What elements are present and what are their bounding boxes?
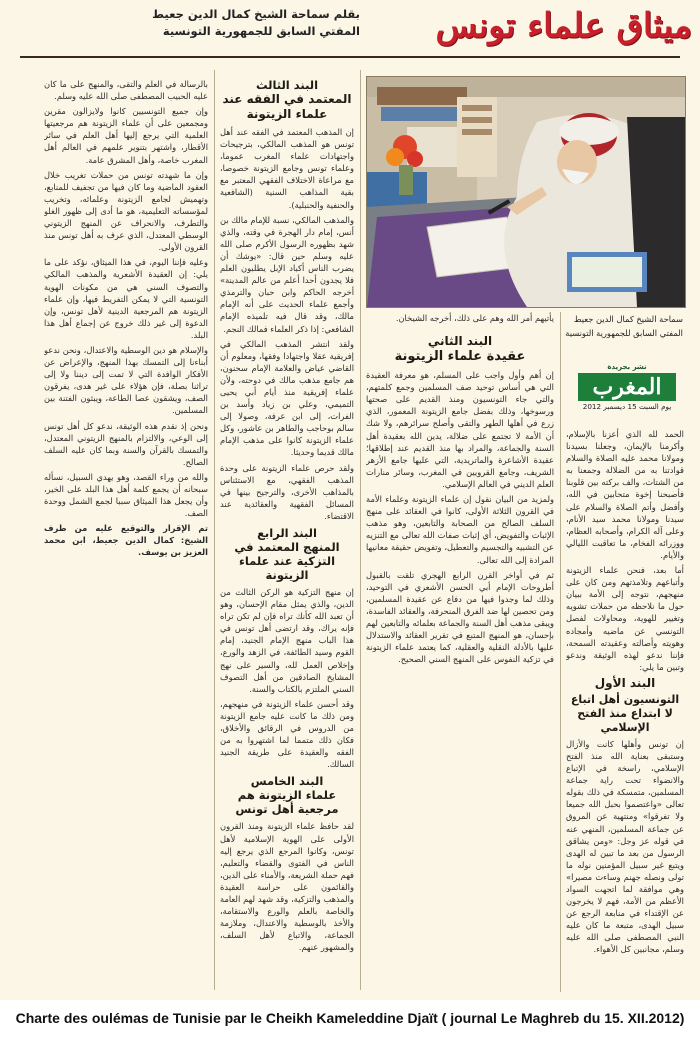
paragraph: الحمد لله الذي أعزنا بالإسلام، وأكرمنا بالإيمان، وجعلنا بسيدنا ومولانا محمد عليه الصلاة والسلام قوادتنا به من الضلالة وجمعنا به من الشتات، والف بركته بين قلوبنا فأصبحنا إخوة متحابين في الله، وأفضل وأتم الصلاة والسلام على سيدنا ومولانا محمد سيد الأنام، وعلى آله الكرام، وأصحابه العظام، ووزرائه الفخام، ما تعاقبت الليالي والأيام. [566,429,684,560]
paragraph: إن منهج التزكية هو الركن الثالث من الدين، والذي يمثل مقام الإحسان، وهو أن تعبد الله كأنك تراه فإن لم تكن تراه فإنه يراك، وقد ارتضى أهل تونس في هذا الباب منهج الإمام الجنيد، إمام القوم وسيد الطائفة، في الزهد والورع، وإخلاص العمل لله، والسير على نهج المشايخ الصادقين من أهل التصوف السني الملتزم بالكتاب والسنة. [220,587,354,694]
column-4 [44,78,208,993]
paragraph: والله من وراء القصد، وهو يهدي السبيل، نسأله سبحانه أن يجمع كلمة أهل هذا البلد على الخير، وأن يجعل هذا الميثاق سببا لجمع الشمل ووحدة الصف. [44,471,208,519]
paragraph: ثم في أواخر القرن الرابع الهجري تلقت بالقبول أطروحات الإمام أبي الحسن الأشعري في التوحيد، وذلك لما وجدوا فيها من دفاع عن عقيدة المسلمين، ومن تحصين لها ضد الفرق المنحرفة، والعقائد الفاسدة، ويبقى مذهب أهل السنة والجماعة بعلمائه والتابعين لهم بإحسان، هو المنهج المتبع في تقرير العقائد والاستدلال عليها بالأدلة النقلية والعقلية، كما يعتمد علماء الزيتونة في تزكية النفوس على المنهج السني الصحيح. [366,569,554,665]
byline-line-2: المفتي السابق للجمهورية التونسية [162,24,360,38]
footer-caption: Charte des oulémas de Tunisie par le Cheikh Kameleddine Djaït ( journal Le Maghreb du 15. XII.2012) [15,1010,685,1026]
paragraph: إن أهم وأول واجب على المسلم، هو معرفة العقيدة التي هي أساس توحيد صف المسلمين وجمع كلمتهم، والتي جاء التونسيون ومنذ القديم على صحتها ورسوخها، وذلك بفضل جامع الزيتونة المعمور، الذي زرع في أهلها الطهر والتقى وأصلح سرائرهم، ولا شك أن الأمة لا تجتمع على ضلالة، يدين الله بعقيدة أهل السنة والجماعة، والمراد بها منذ القديم عند إطلاقها؛ عقيدة الأشاعرة والماتريدية، التي عليها جامع الأزهر الشريف، وجامع القرويين في المغرب، وسائر منارات العلم الديني في العالم الإسلامي. [366,370,554,489]
signature-paragraph: تم الإقرار والتوقيع عليه من طرف الشيخ: كمال الدين جعيط، ابن محمد العزيز بن يوسف. [44,523,208,558]
column-3 [220,78,354,993]
section-heading-3: البند الثالث [255,78,319,92]
section-subheading-3: المعتمد في الفقه عند علماء الزيتونة [222,92,352,121]
paragraph: وإن جميع التونسيين كانوا ولايزالون مقرين ومجمعين على أن علماء الزيتونة هم مرجعيتها العلمية التي يرجع إليها أهل العلم في سائر الأقطار، واشتهر بتنوير علمهم في العالم أهل المغرب خاصة، وأهل المشرق عامة. [44,106,208,165]
byline [150,6,360,40]
section-subheading-2: عقيدة علماء الزيتونة [394,349,526,365]
photo-caption: سماحة الشيخ كمال الدين جعيط المفتي السابق للجمهورية التونسية [565,314,683,338]
section-heading-5: البند الخامس [250,774,324,789]
paragraph: ولقد حرص علماء الزيتونة على وحدة المذهب الفقهي، مع الاستئناس بالمذاهب الأخرى، والترجيح بينها في المسائل الفقهية والعقائدية عند الاقتضاء. [220,462,354,521]
header-divider [20,56,680,58]
sheikh-photo [366,76,686,308]
paragraph: بالرسالة في العلم والتقى، والمنهج على ما كان عليه الحبيب المصطفى صلى الله عليه وسلم. [44,79,208,102]
paragraph: إن المذهب المعتمد في الفقه عند أهل تونس هو المذهب المالكي، بترجيحات واجتهادات علماء المغرب عموما، وعلماء تونس وجامع الزيتونة خصوصا، مع مراعاة الاختلاف الفقهي المعتبر مع بقية المذاهب السنية (الشافعية والحنفية والحنبلية). [220,127,354,210]
header [0,0,700,56]
byline-line-1: بقلم سماحة الشيخ كمال الدين جعيط [152,7,360,21]
paragraph: وعليه فإننا اليوم، في هذا الميثاق، نؤكد على ما يلي: إن العقيدة الأشعرية والمذهب المالكي والتصوف السني هي من مكونات الهوية التونسية التي لا يمكن التفريط فيها، وإن علماء الزيتونة هم المرجعية الدينية لأهل تونس، وإن الدعوة إلى غير ذلك خروج عن إجماع أهل هذا البلد. [44,257,208,340]
sheikh-photo-illustration [367,77,685,307]
paragraph: إن تونس وأهلها كانت والأزال وستبقى بعناية الله منذ الفتح الإسلامي، راسخة في الإتباع والانضواء تحت راية جماعة المسلمين، متمسكة في ذلك بقوله تعالى «واعتصموا بحبل الله جميعا ولا تفرقوا» ومنتهية عن المروق عن جماعة المسلمين، المنهي عنه في قوله عز وجل: «ومن يشاقق الرسول من بعد ما تبين له الهدى ويتبع غير سبيل المؤمنين نوله ما تولى ونصله جهنم وساءت مصيرا» وهي موافقة لما اتجهت السواد الأعظم من الأمة، فهم لا يخرجون عن الإقتداء في منابعة الرجع عن سبيل الهدى، متبعة ما كان عليه النبي المصطفى صلى الله عليه وسلم، مجانبين كل الأهواء. [566,738,684,955]
section-subheading-1: التونسيون أهل اتباع لا ابتداع منذ الفتح الإسلامي [570,692,680,734]
column-1 [566,428,684,993]
column-2 [366,312,554,992]
paragraph: أما بعد، فنحن علماء الزيتونة وأتباعهم وتلامذتهم ومن كان على منهجهم، نتوجه إلى الأمة ببيان حول ما نلاحظه من حملات تشويه وتغيير للهوية، ومحاولات لفصل التونسي عن ماضيه وأمجاده وهويته وأصالته وعقيدته السمحة، فإننا ندعو لهذه الوثيقة وندعو وتبين ما يلي: [566,565,684,672]
newspaper-date: يوم السبت 15 ديسمبر 2012 [582,402,672,411]
paragraph: ونحن إذ نقدم هذه الوثيقة، ندعو كل أهل تونس إلى الوعي، والالتزام بالمنهج الزيتوني المعتدل، والتمسك بالقرآن والسنة وبما كان عليه السلف الصالح. [44,420,208,467]
paragraph: وقد أحسن علماء الزيتونة في منهجهم، ومن ذلك ما كانت عليه جامع الزيتونة من الدروس في الرقائق والأخلاق، فكان ذلك متمما لما اشتهروا به من الفقه والعقيدة على طريقة الجنيد السالك. [220,698,354,770]
section-heading-4: البند الرابع [257,526,317,540]
section-subheading-5: علماء الزيتونة هم مرجعية أهل تونس [235,788,339,817]
paragraph: لقد حافظ علماء الزيتونة ومنذ القرون الأولى على الهوية الإسلامية لأهل تونس، وكانوا المرجع الذي يرجع إليه الناس في الفتوى والقضاء والتعليم، فهم حملة الشريعة، والأمناء على الدين، والقائمون على حراسة العقيدة والمذهب والتزكية، وقد شهد لهم العامة والخاصة بالعلم والورع والاستقامة، والأخذ بالوسطية والاعتدال، وملازمة الجماعة، والاتباع لأهل السلف، والمشهور عنهم. [220,821,354,953]
section-heading-2: البند الثاني [427,334,493,349]
section-subheading-4: المنهج المعتمد في التزكية عند علماء الزيتونة [234,540,340,582]
page-title: ميثاق علماء تونس [435,6,692,46]
column-divider [214,70,215,990]
newspaper-logo [573,362,681,420]
paragraph: وإن ما شهدته تونس من حملات تغريب خلال العقود الماضية وما كان فيها من تجفيف للمنابع، وتهميش لجامع الزيتونة وعلمائه، وتخريب لمؤسساته التعليمية، هو ما أدى إلى ظهور الغلو والتطرف، والانحراف عن المنهج الزيتوني الوسطي المعتدل، الذي عرف به أهل تونس منذ القرون الأولى. [44,169,208,253]
column-divider [360,70,361,990]
newspaper-label: نشر بجريدة [607,363,647,371]
paragraph: ولقد انتشر المذهب المالكي في إفريقية عقلا واجتهادا وفقها، ومعلوم أن القاضي عياض والعلامة الإمام سحنون، هم جامع مذهب مالك في دوحته، ولأن علماء إفريقية منذ أيام أبي يحيى التميمي، وعلي بن زياد وأسد بن الفرات، إلى ابن عرفة، وصولا إلى سالم بوحاجب والطاهر بن عاشور، وكل علماء الزيتونة كانوا على مذهب الإمام مالك قديما وحديثا. [220,338,354,458]
paragraph: يأتيهم أمر الله وهم على ذلك، أخرجه الشيخان. [395,313,554,323]
column-divider [560,312,561,992]
paragraph: والإسلام هو دين الوسطية والاعتدال، ونحن ندعو أبناءنا إلى التمسك بهذا المنهج، والإعراض عن الأفكار الوافدة التي لا تمت إلى ديننا ولا إلى تراثنا بصلة، فإن هؤلاء على غير هدى، يفرقون الصف، ويشقون عصا الطاعة، ويبثون الفتنة بين المسلمين. [44,344,208,416]
section-heading-1: البند الأول [594,675,656,690]
paragraph: والمذهب المالكي، نسبة للإمام مالك بن أنس، إمام دار الهجرة في وقته، والذي شهد بظهوره الرسول الأكرم صلى الله عليه وسلم حين قال: «يوشك أن يضرب الناس أكباد الإبل يطلبون العلم فلا يجدون أحدا أعلم من عالم المدينة» أخرجه الحاكم وابن حبان والترمذي وأجمع علماء الحديث على أنه الإمام مالك، وقد قال فيه تلميذه الإمام الشافعي: إذا ذكر العلماء فمالك النجم. [220,214,354,334]
paragraph: ولمزيد من البيان نقول إن علماء الزيتونة وعلماء الأمة في القرون الثلاثة الأولى، كانوا في العقائد على منهج السلف الصالح من الصحابة والتابعين، وهو مذهب الإثبات والتفويض، أي إثبات صفات الله تعالى مع التنزيه عن التشبيه والتجسيم والتعطيل، وتفويض حقيقة معانيها المرادة إلى الله تعالى. [366,494,554,565]
newspaper-name: المغرب [578,373,676,401]
